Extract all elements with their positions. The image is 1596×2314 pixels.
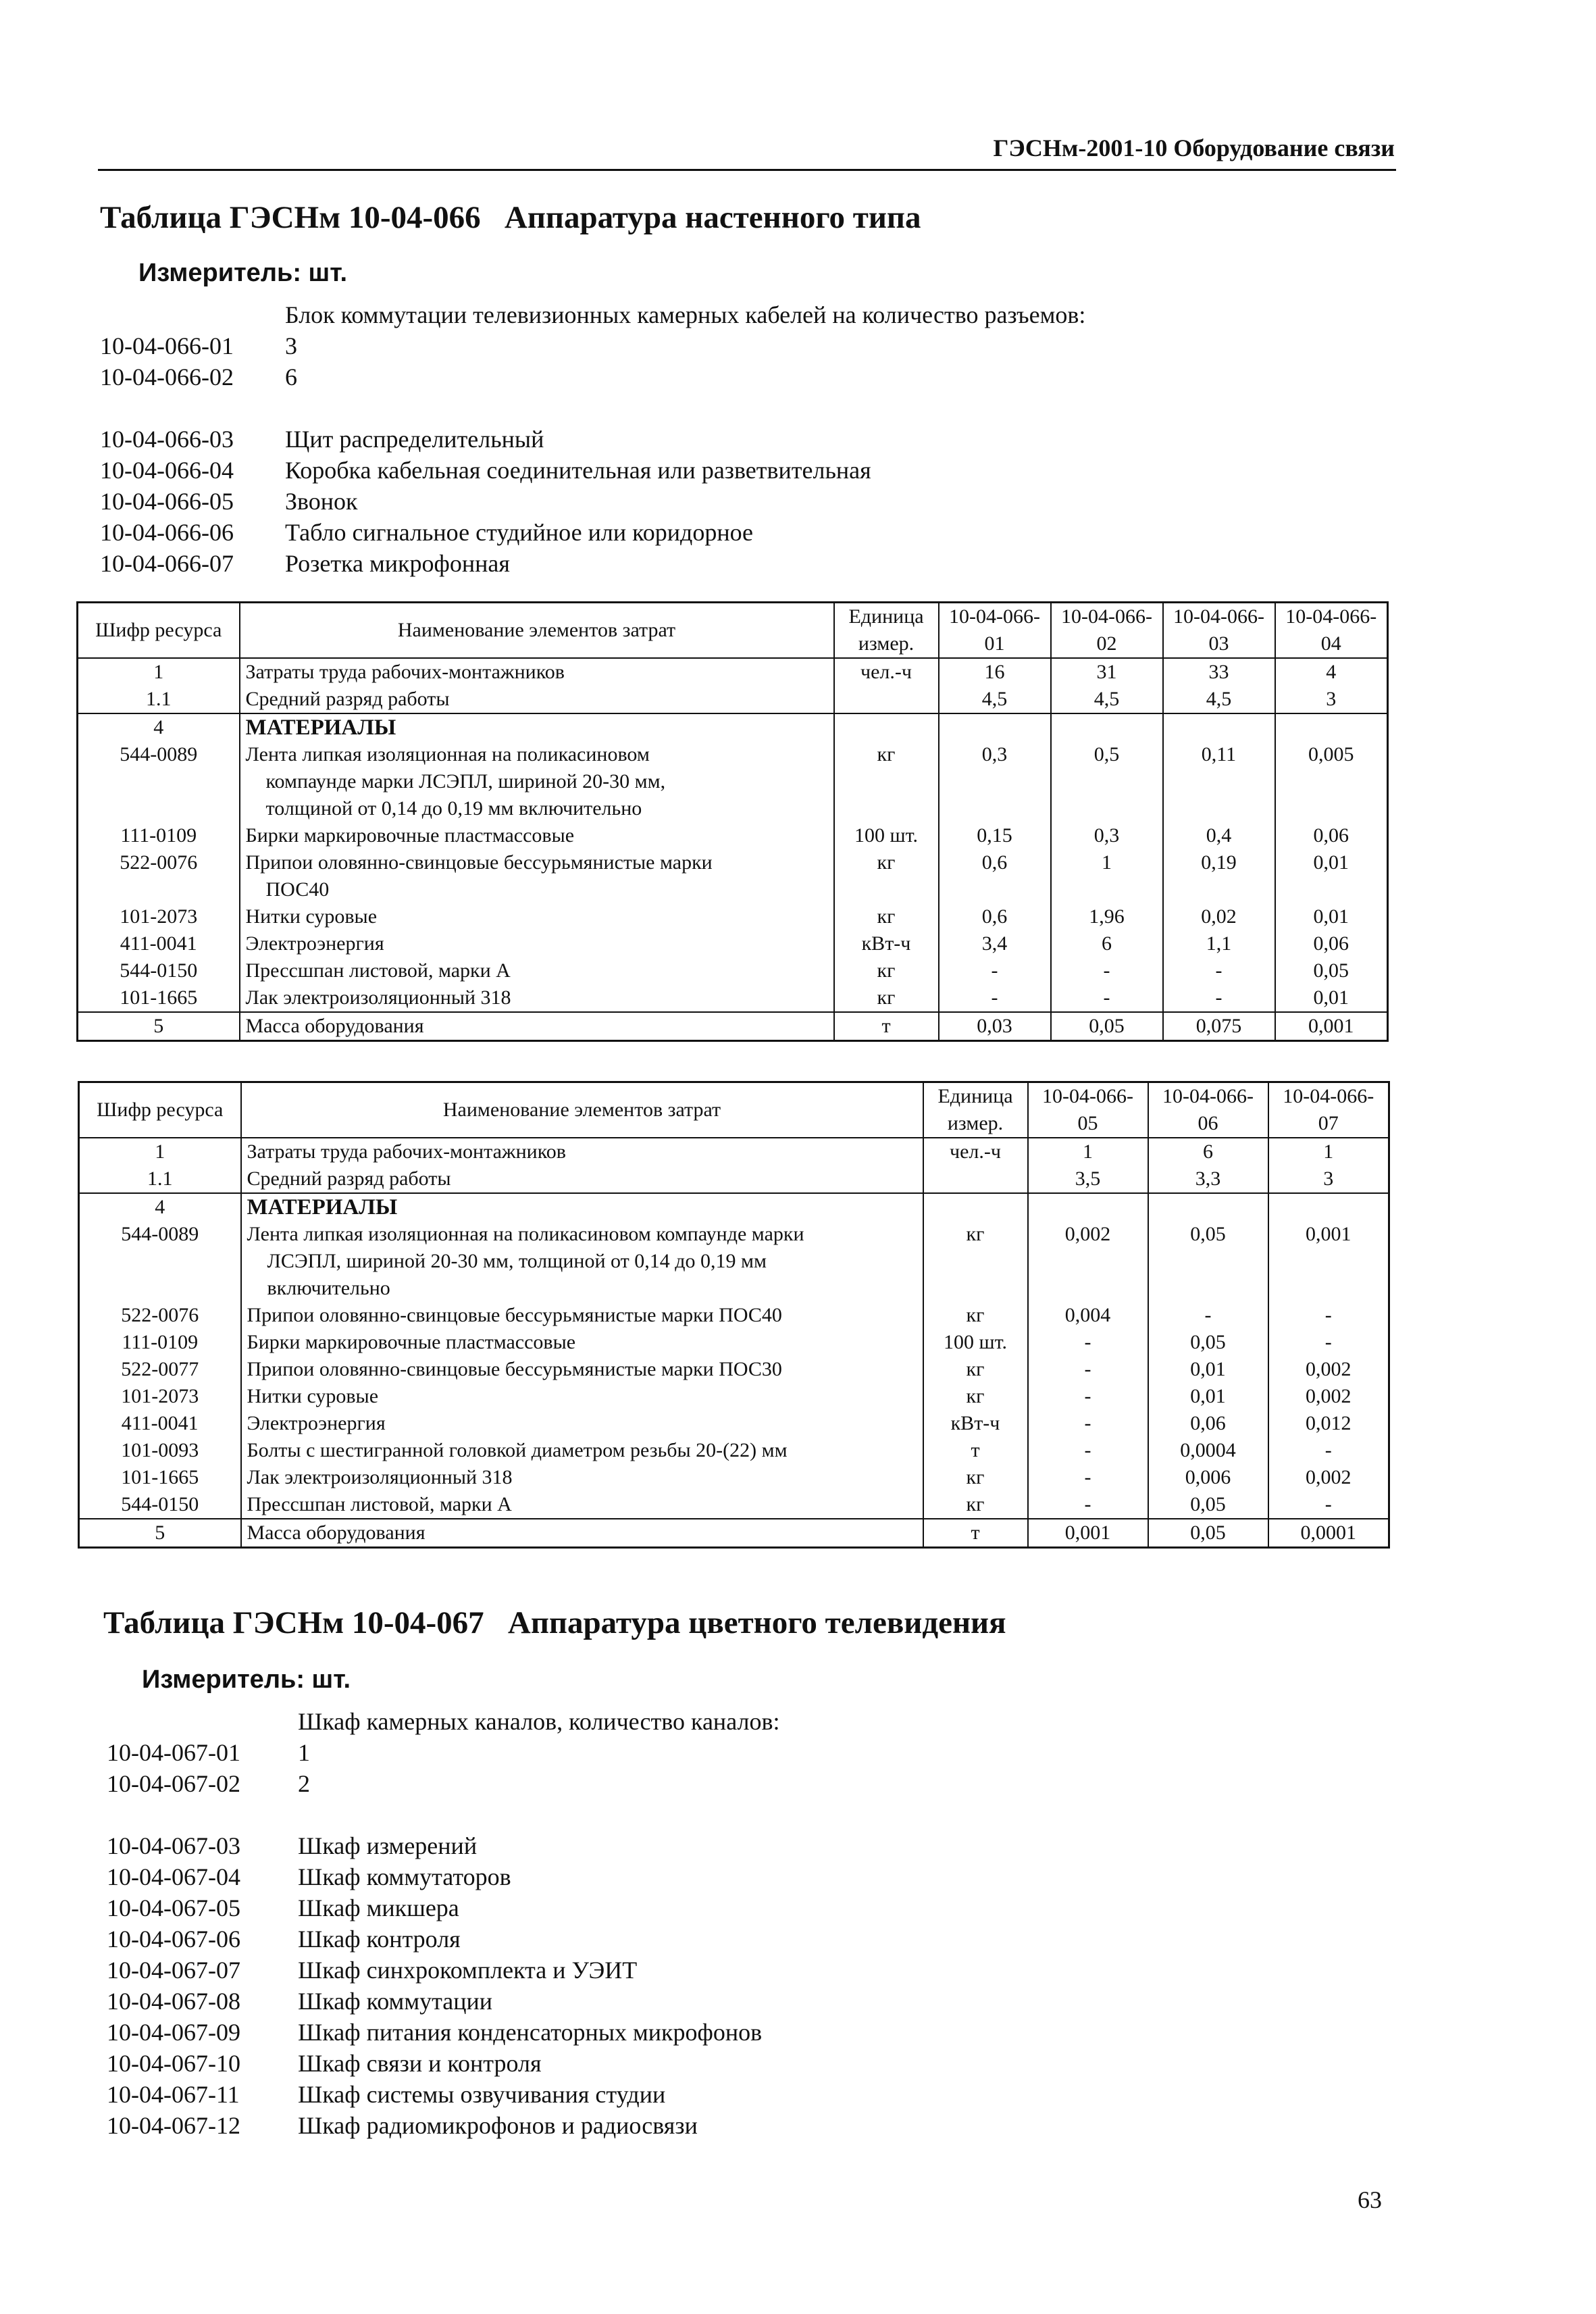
item-code: 10-04-067-04 <box>107 1863 240 1890</box>
resource-table-066-01-04 <box>76 601 1389 1042</box>
resource-code: 101-0093 <box>79 1437 241 1464</box>
item-text: Шкаф связи и контроля <box>298 2050 542 2077</box>
table-row <box>78 849 1388 903</box>
cost-element-line: Бирки маркировочные пластмассовые <box>247 1331 576 1353</box>
unit: кг <box>923 1491 1028 1519</box>
item-code: 10-04-066-01 <box>100 332 234 359</box>
norm-value: 0,06 <box>1275 822 1388 849</box>
cost-element-line: Средний разряд работы <box>245 688 450 710</box>
table-row <box>79 1383 1389 1410</box>
table-row <box>79 1410 1389 1437</box>
norm-value: 0,05 <box>1275 957 1388 984</box>
norm-value: - <box>1028 1329 1148 1356</box>
cost-element-name <box>240 658 834 686</box>
unit: кг <box>923 1464 1028 1491</box>
norm-value: - <box>1051 957 1163 984</box>
column-header: 10-04-066-06 <box>1148 1082 1268 1138</box>
cost-element-line: ЛСЭПЛ, шириной 20-30 мм, толщиной от 0,14 до 0,19 мм <box>267 1250 767 1272</box>
norm-value: - <box>1028 1491 1148 1519</box>
resource-code: 101-2073 <box>78 903 240 930</box>
norm-value <box>1268 1193 1389 1221</box>
norm-value: 33 <box>1163 658 1275 686</box>
unit: кВт-ч <box>923 1410 1028 1437</box>
resource-code: 101-1665 <box>79 1464 241 1491</box>
column-header: Шифр ресурса <box>78 603 240 659</box>
cost-element-name <box>240 741 834 822</box>
table-row <box>78 686 1388 713</box>
item-text: Табло сигнальное студийное или коридорное <box>285 519 754 546</box>
resource-code: 1 <box>79 1138 241 1165</box>
norm-value: - <box>939 957 1051 984</box>
cost-element-name <box>241 1221 923 1302</box>
group-caption: Шкаф камерных каналов, количество каналов: <box>298 1708 780 1735</box>
norm-value: 0,004 <box>1028 1302 1148 1329</box>
norm-value: - <box>1268 1437 1389 1464</box>
column-header: Единица измер. <box>923 1082 1028 1138</box>
cost-element-line: Лак электроизоляционный 318 <box>247 1466 513 1488</box>
norm-value: 0,001 <box>1275 1012 1388 1041</box>
column-header: Наименование элементов затрат <box>240 603 834 659</box>
cost-element-name <box>240 930 834 957</box>
cost-element-name <box>241 1383 923 1410</box>
unit: кг <box>834 984 939 1012</box>
unit <box>923 1193 1028 1221</box>
cost-element-name <box>240 822 834 849</box>
cost-element-name <box>241 1410 923 1437</box>
norm-value: 6 <box>1051 930 1163 957</box>
norm-value: 0,01 <box>1275 849 1388 903</box>
resource-code: 544-0150 <box>79 1491 241 1519</box>
norm-value: 0,005 <box>1275 741 1388 822</box>
cost-element-line: Прессшпан листовой, марки А <box>247 1493 512 1515</box>
norm-value: 0,01 <box>1275 984 1388 1012</box>
list-item <box>100 517 1383 548</box>
table-row <box>79 1437 1389 1464</box>
norm-value: 0,3 <box>939 741 1051 822</box>
resource-code: 4 <box>79 1193 241 1221</box>
norm-value: 0,002 <box>1268 1383 1389 1410</box>
unit <box>834 713 939 741</box>
unit <box>834 686 939 713</box>
norm-value: - <box>1163 984 1275 1012</box>
norm-value: 0,03 <box>939 1012 1051 1041</box>
resource-code: 1.1 <box>78 686 240 713</box>
column-header: 10-04-066-07 <box>1268 1082 1389 1138</box>
unit: кг <box>834 903 939 930</box>
list-item <box>100 361 1383 393</box>
cost-element-name <box>241 1437 923 1464</box>
list-item <box>107 2110 1390 2141</box>
norm-value: 3 <box>1275 686 1388 713</box>
resource-code: 544-0089 <box>78 741 240 822</box>
norm-value: 0,4 <box>1163 822 1275 849</box>
unit: кг <box>834 849 939 903</box>
norm-value: 1 <box>1051 849 1163 903</box>
item-text: 3 <box>285 332 297 359</box>
norm-value: 0,02 <box>1163 903 1275 930</box>
table-row <box>79 1519 1389 1548</box>
cost-element-line: Масса оборудования <box>247 1521 426 1544</box>
item-text: 6 <box>285 363 297 391</box>
unit: кВт-ч <box>834 930 939 957</box>
norm-value: 3,5 <box>1028 1165 1148 1193</box>
norm-value: - <box>1028 1464 1148 1491</box>
cost-element-line: Болты с шестигранной головкой диаметром резьбы 20-(22) мм <box>247 1439 788 1461</box>
norm-value: 0,01 <box>1275 903 1388 930</box>
cost-element-line: включительно <box>267 1277 390 1299</box>
cost-element-line: МАТЕРИАЛЫ <box>245 715 396 740</box>
norm-value: - <box>1268 1491 1389 1519</box>
norm-value: 1,96 <box>1051 903 1163 930</box>
norm-value: 4,5 <box>939 686 1051 713</box>
norm-value: 0,002 <box>1268 1356 1389 1383</box>
cost-element-name <box>240 686 834 713</box>
table-row <box>79 1356 1389 1383</box>
column-header: 10-04-066-03 <box>1163 603 1275 659</box>
list-item <box>100 455 1383 486</box>
item-code: 10-04-067-02 <box>107 1770 240 1797</box>
list-item <box>107 1923 1390 1955</box>
resource-code: 522-0076 <box>78 849 240 903</box>
resource-code: 5 <box>78 1012 240 1041</box>
norm-value: 0,001 <box>1268 1221 1389 1302</box>
table-row <box>79 1165 1389 1193</box>
item-code: 10-04-066-07 <box>100 550 234 577</box>
resource-code: 1 <box>78 658 240 686</box>
item-code: 10-04-067-09 <box>107 2019 240 2046</box>
unit: 100 шт. <box>923 1329 1028 1356</box>
resource-code: 111-0109 <box>78 822 240 849</box>
item-code: 10-04-067-07 <box>107 1957 240 1984</box>
norm-value: 3 <box>1268 1165 1389 1193</box>
table-title-067: Таблица ГЭСНм 10-04-067 Аппаратура цветного телевидения <box>103 1605 1006 1640</box>
table-row <box>78 903 1388 930</box>
item-text: Шкаф питания конденсаторных микрофонов <box>298 2019 763 2046</box>
header-row <box>78 603 1388 659</box>
list-item <box>107 1768 1390 1799</box>
norm-value: 3,4 <box>939 930 1051 957</box>
item-text: Шкаф контроля <box>298 1926 461 1953</box>
item-code: 10-04-067-05 <box>107 1894 240 1921</box>
norm-value: - <box>1268 1329 1389 1356</box>
cost-element-line: Электроэнергия <box>247 1412 386 1434</box>
item-code: 10-04-067-11 <box>107 2081 240 2108</box>
list-item <box>107 1892 1390 1923</box>
cost-element-line: ПОС40 <box>265 878 330 901</box>
norm-value: 0,3 <box>1051 822 1163 849</box>
norm-value: - <box>1051 984 1163 1012</box>
group-caption: Блок коммутации телевизионных камерных кабелей на количество разъемов: <box>285 301 1086 328</box>
unit: кг <box>923 1221 1028 1302</box>
norm-value: - <box>1028 1383 1148 1410</box>
list-item <box>107 2048 1390 2079</box>
norm-value: 0,01 <box>1148 1383 1268 1410</box>
table-row <box>78 1012 1388 1041</box>
list-item <box>107 2017 1390 2048</box>
item-code: 10-04-067-10 <box>107 2050 240 2077</box>
cost-element-line: МАТЕРИАЛЫ <box>247 1195 398 1219</box>
cost-element-line: Бирки маркировочные пластмассовые <box>245 824 575 847</box>
norm-value: 0,11 <box>1163 741 1275 822</box>
cost-element-line: толщиной от 0,14 до 0,19 мм включительно <box>265 797 642 820</box>
norm-value: 1,1 <box>1163 930 1275 957</box>
list-item <box>107 1986 1390 2017</box>
norm-value: - <box>1028 1437 1148 1464</box>
table-row <box>79 1302 1389 1329</box>
norm-value <box>1051 713 1163 741</box>
unit: чел.-ч <box>923 1138 1028 1165</box>
table-row <box>79 1193 1389 1221</box>
cost-element-name <box>240 903 834 930</box>
norm-value <box>1028 1193 1148 1221</box>
norm-value: - <box>1028 1356 1148 1383</box>
resource-code: 522-0076 <box>79 1302 241 1329</box>
column-header: 10-04-066-04 <box>1275 603 1388 659</box>
norm-value: 4 <box>1275 658 1388 686</box>
table-title-066: Таблица ГЭСНм 10-04-066 Аппаратура настенного типа <box>100 200 921 235</box>
unit: кг <box>923 1383 1028 1410</box>
norm-value: 0,05 <box>1148 1519 1268 1548</box>
norm-value: 0,0001 <box>1268 1519 1389 1548</box>
item-text: 2 <box>298 1770 310 1797</box>
cost-element-name <box>241 1138 923 1165</box>
item-code: 10-04-066-06 <box>100 519 234 546</box>
norm-value: 31 <box>1051 658 1163 686</box>
cost-element-line: Прессшпан листовой, марки А <box>245 959 511 982</box>
cost-element-name <box>240 957 834 984</box>
table-row <box>79 1464 1389 1491</box>
cost-element-name <box>241 1491 923 1519</box>
cost-element-line: Лента липкая изоляционная на поликасиновом <box>245 743 650 765</box>
item-text: Розетка микрофонная <box>285 550 510 577</box>
unit: кг <box>834 957 939 984</box>
norm-value: 0,06 <box>1148 1410 1268 1437</box>
list-item <box>107 2079 1390 2110</box>
cost-element-line: Затраты труда рабочих-монтажников <box>245 661 565 683</box>
list-item <box>107 1737 1390 1768</box>
list-item <box>107 1830 1390 1861</box>
norm-value: 3,3 <box>1148 1165 1268 1193</box>
list-item <box>107 1861 1390 1892</box>
item-code: 10-04-067-06 <box>107 1926 240 1953</box>
item-code: 10-04-067-12 <box>107 2112 240 2139</box>
item-code: 10-04-066-05 <box>100 488 234 515</box>
cost-element-line: Припои оловянно-свинцовые бессурьмянистые марки ПОС40 <box>247 1304 782 1326</box>
page-number: 63 <box>1358 2186 1382 2213</box>
measure-unit-067: Измеритель: шт. <box>142 1665 351 1694</box>
cost-element-name <box>241 1464 923 1491</box>
resource-code: 544-0150 <box>78 957 240 984</box>
list-item <box>100 486 1383 517</box>
column-header: Шифр ресурса <box>79 1082 241 1138</box>
norm-value: 0,05 <box>1051 1012 1163 1041</box>
norm-value: - <box>1268 1302 1389 1329</box>
table-row <box>79 1329 1389 1356</box>
group-caption-row <box>107 1706 1390 1737</box>
resource-code: 1.1 <box>79 1165 241 1193</box>
list-item <box>100 424 1383 455</box>
unit: т <box>923 1437 1028 1464</box>
norm-value: 0,05 <box>1148 1221 1268 1302</box>
cost-element-name <box>240 1012 834 1041</box>
table-row <box>78 822 1388 849</box>
cost-element-name <box>241 1356 923 1383</box>
table-row <box>79 1491 1389 1519</box>
norm-value: - <box>939 984 1051 1012</box>
list-item <box>107 1955 1390 1986</box>
norm-value: 0,075 <box>1163 1012 1275 1041</box>
item-text: Шкаф измерений <box>298 1832 478 1859</box>
item-code: 10-04-066-03 <box>100 426 234 453</box>
item-text: Шкаф коммутации <box>298 1988 493 2015</box>
header-row <box>79 1082 1389 1138</box>
item-text: 1 <box>298 1739 310 1766</box>
unit: т <box>834 1012 939 1041</box>
table-row <box>78 930 1388 957</box>
table-row <box>79 1221 1389 1302</box>
resource-code: 4 <box>78 713 240 741</box>
item-text: Звонок <box>285 488 358 515</box>
column-header: 10-04-066-02 <box>1051 603 1163 659</box>
norm-value: 0,002 <box>1268 1464 1389 1491</box>
cost-element-line: Нитки суровые <box>245 905 378 928</box>
cost-element-line: Затраты труда рабочих-монтажников <box>247 1140 566 1163</box>
norm-value: 0,5 <box>1051 741 1163 822</box>
header-rule <box>98 169 1396 171</box>
item-text: Щит распределительный <box>285 426 544 453</box>
cost-element-name <box>241 1193 923 1221</box>
cost-element-name <box>240 849 834 903</box>
cost-element-line: Нитки суровые <box>247 1385 379 1407</box>
item-code: 10-04-067-08 <box>107 1988 240 2015</box>
cost-element-line: Припои оловянно-свинцовые бессурьмянистые марки <box>245 851 713 874</box>
norm-value: - <box>1028 1410 1148 1437</box>
unit <box>923 1165 1028 1193</box>
norm-value: 0,6 <box>939 849 1051 903</box>
list-item <box>100 330 1383 361</box>
unit: кг <box>834 741 939 822</box>
resource-code: 522-0077 <box>79 1356 241 1383</box>
running-header: ГЭСНм-2001-10 Оборудование связи <box>993 134 1395 161</box>
resource-code: 101-1665 <box>78 984 240 1012</box>
column-header: Наименование элементов затрат <box>241 1082 923 1138</box>
norm-value <box>1275 713 1388 741</box>
item-code: 10-04-066-02 <box>100 363 234 391</box>
item-list-066 <box>100 299 1383 579</box>
unit: кг <box>923 1356 1028 1383</box>
table-row <box>78 713 1388 741</box>
item-list-067 <box>107 1706 1390 2141</box>
norm-value: 0,012 <box>1268 1410 1389 1437</box>
table-row <box>79 1138 1389 1165</box>
item-text: Шкаф микшера <box>298 1894 459 1921</box>
table-row <box>78 984 1388 1012</box>
norm-value: 0,05 <box>1148 1329 1268 1356</box>
resource-code: 101-2073 <box>79 1383 241 1410</box>
item-code: 10-04-066-04 <box>100 457 234 484</box>
unit: 100 шт. <box>834 822 939 849</box>
norm-value <box>939 713 1051 741</box>
list-item <box>100 548 1383 579</box>
resource-table-066-05-07 <box>78 1081 1390 1549</box>
column-header: Единица измер. <box>834 603 939 659</box>
cost-element-name <box>240 984 834 1012</box>
resource-code: 411-0041 <box>78 930 240 957</box>
resource-code: 544-0089 <box>79 1221 241 1302</box>
norm-value: 4,5 <box>1051 686 1163 713</box>
cost-element-name <box>241 1519 923 1548</box>
cost-element-name <box>241 1302 923 1329</box>
norm-value: 0,0004 <box>1148 1437 1268 1464</box>
cost-element-name <box>241 1329 923 1356</box>
cost-element-name <box>240 713 834 741</box>
norm-value: 0,002 <box>1028 1221 1148 1302</box>
norm-value: 0,19 <box>1163 849 1275 903</box>
norm-value: 6 <box>1148 1138 1268 1165</box>
norm-value: - <box>1163 957 1275 984</box>
cost-element-line: компаунде марки ЛСЭПЛ, шириной 20-30 мм, <box>265 770 666 793</box>
norm-value: 0,15 <box>939 822 1051 849</box>
resource-code: 5 <box>79 1519 241 1548</box>
table-row <box>78 741 1388 822</box>
norm-value: 0,6 <box>939 903 1051 930</box>
cost-element-line: Лак электроизоляционный 318 <box>245 986 511 1009</box>
norm-value <box>1148 1193 1268 1221</box>
group-caption-row <box>100 299 1383 330</box>
item-text: Шкаф системы озвучивания студии <box>298 2081 666 2108</box>
table-row <box>78 658 1388 686</box>
norm-value <box>1163 713 1275 741</box>
cost-element-name <box>241 1165 923 1193</box>
item-text: Шкаф синхрокомплекта и УЭИТ <box>298 1957 638 1984</box>
resource-code: 411-0041 <box>79 1410 241 1437</box>
norm-value: 1 <box>1028 1138 1148 1165</box>
cost-element-line: Средний разряд работы <box>247 1167 451 1190</box>
column-header: 10-04-066-05 <box>1028 1082 1148 1138</box>
item-code: 10-04-067-01 <box>107 1739 240 1766</box>
norm-value: 0,05 <box>1148 1491 1268 1519</box>
unit: т <box>923 1519 1028 1548</box>
norm-value: 0,001 <box>1028 1519 1148 1548</box>
item-text: Коробка кабельная соединительная или разветвительная <box>285 457 871 484</box>
cost-element-line: Лента липкая изоляционная на поликасиновом компаунде марки <box>247 1223 804 1245</box>
table-row <box>78 957 1388 984</box>
cost-element-line: Масса оборудования <box>245 1015 424 1037</box>
resource-code: 111-0109 <box>79 1329 241 1356</box>
item-code: 10-04-067-03 <box>107 1832 240 1859</box>
column-header: 10-04-066-01 <box>939 603 1051 659</box>
item-text: Шкаф радиомикрофонов и радиосвязи <box>298 2112 698 2139</box>
norm-value: 0,06 <box>1275 930 1388 957</box>
unit: чел.-ч <box>834 658 939 686</box>
unit: кг <box>923 1302 1028 1329</box>
cost-element-line: Электроэнергия <box>245 932 384 955</box>
item-text: Шкаф коммутаторов <box>298 1863 511 1890</box>
norm-value: - <box>1148 1302 1268 1329</box>
norm-value: 0,006 <box>1148 1464 1268 1491</box>
norm-value: 1 <box>1268 1138 1389 1165</box>
norm-value: 16 <box>939 658 1051 686</box>
norm-value: 0,01 <box>1148 1356 1268 1383</box>
measure-unit-066: Измеритель: шт. <box>138 259 348 287</box>
cost-element-line: Припои оловянно-свинцовые бессурьмянистые марки ПОС30 <box>247 1358 782 1380</box>
norm-value: 4,5 <box>1163 686 1275 713</box>
